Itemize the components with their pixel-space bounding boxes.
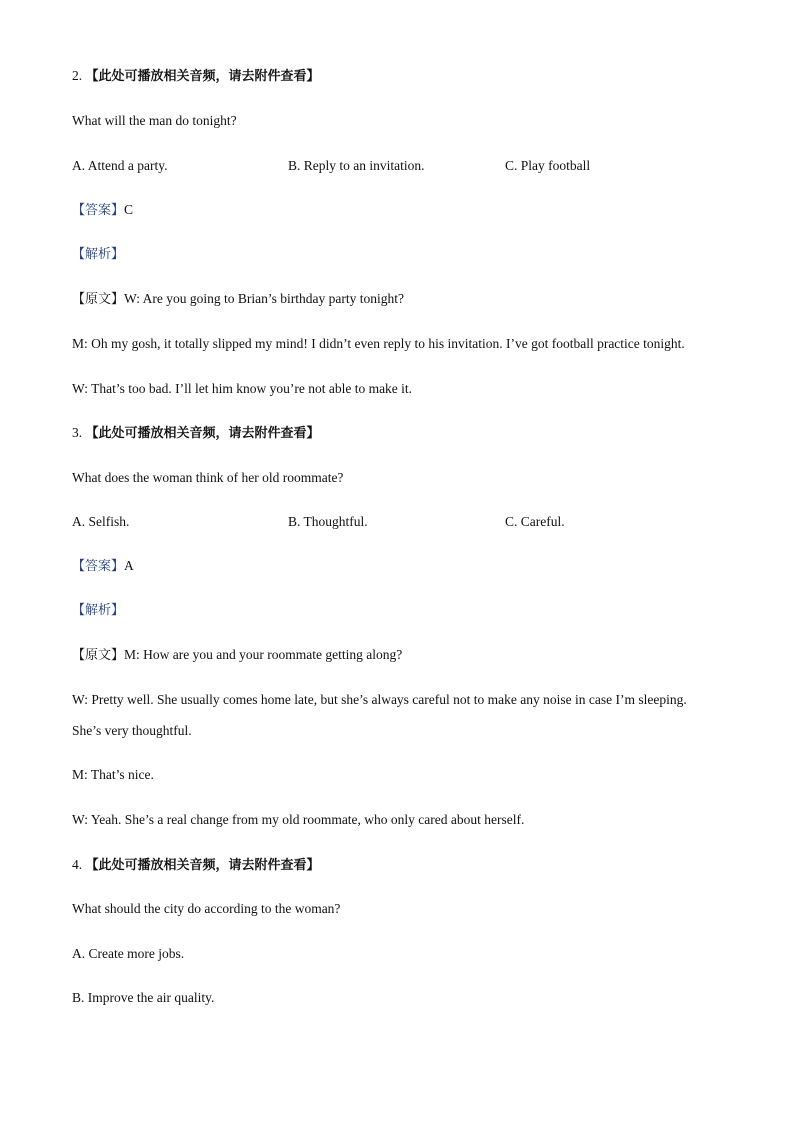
q4-option-a: A. Create more jobs. <box>72 946 185 961</box>
q4-header <box>72 856 320 875</box>
q4-question: What should the city do according to the woman? <box>72 901 341 916</box>
q3-option-a: A. Selfish. <box>72 514 130 529</box>
q3-option-c: C. Careful. <box>505 514 565 529</box>
q2-transcript-text-1: W: Are you going to Brian’s birthday party tonight? <box>124 291 404 306</box>
q2-question: What will the man do tonight? <box>72 113 237 128</box>
q2-number: 2. <box>72 68 83 83</box>
q2-original-tag: 【原文】 <box>72 292 125 307</box>
q3-number: 3. <box>72 425 83 440</box>
q3-answer-line <box>72 557 134 576</box>
q3-answer-value: A <box>124 558 134 573</box>
q3-transcript-line-5: W: Yeah. She’s a real change from my old roommate, who only cared about herself. <box>72 812 525 827</box>
q3-answer-tag: 【答案】 <box>72 559 125 574</box>
q2-option-a: A. Attend a party. <box>72 158 168 173</box>
q2-transcript-line-1 <box>72 290 404 309</box>
q3-option-b: B. Thoughtful. <box>288 514 368 529</box>
q2-answer-tag: 【答案】 <box>72 203 125 218</box>
q3-transcript-line-2: W: Pretty well. She usually comes home late, but she’s always careful not to make any noise in case I’m sleeping. <box>72 692 687 707</box>
q2-transcript-line-2: M: Oh my gosh, it totally slipped my mind! I didn’t even reply to his invitation. I’ve got football practice tonight. <box>72 336 685 351</box>
q3-header <box>72 424 320 443</box>
q2-answer-value: C <box>124 202 134 217</box>
q4-option-b: B. Improve the air quality. <box>72 990 215 1005</box>
q2-transcript-line-3: W: That’s too bad. I’ll let him know you’re not able to make it. <box>72 381 413 396</box>
q4-number: 4. <box>72 857 83 872</box>
q2-analysis-tag: 【解析】 <box>72 247 125 262</box>
q3-analysis-tag: 【解析】 <box>72 603 125 618</box>
q3-transcript-line-4: M: That’s nice. <box>72 767 154 782</box>
q2-audio-link[interactable]: 【此处可播放相关音频，请去附件查看】 <box>85 69 320 84</box>
q3-audio-link[interactable]: 【此处可播放相关音频，请去附件查看】 <box>85 426 320 441</box>
q2-answer-line <box>72 201 133 220</box>
q2-option-c: C. Play football <box>505 158 591 173</box>
q3-transcript-line-3: She’s very thoughtful. <box>72 723 192 738</box>
q3-question: What does the woman think of her old roommate? <box>72 470 344 485</box>
q4-audio-link[interactable]: 【此处可播放相关音频，请去附件查看】 <box>85 858 320 873</box>
q3-transcript-line-1 <box>72 646 402 665</box>
q2-option-b: B. Reply to an invitation. <box>288 158 425 173</box>
q2-header <box>72 67 320 86</box>
q3-transcript-text-1: M: How are you and your roommate getting along? <box>124 647 403 662</box>
q3-original-tag: 【原文】 <box>72 648 125 663</box>
